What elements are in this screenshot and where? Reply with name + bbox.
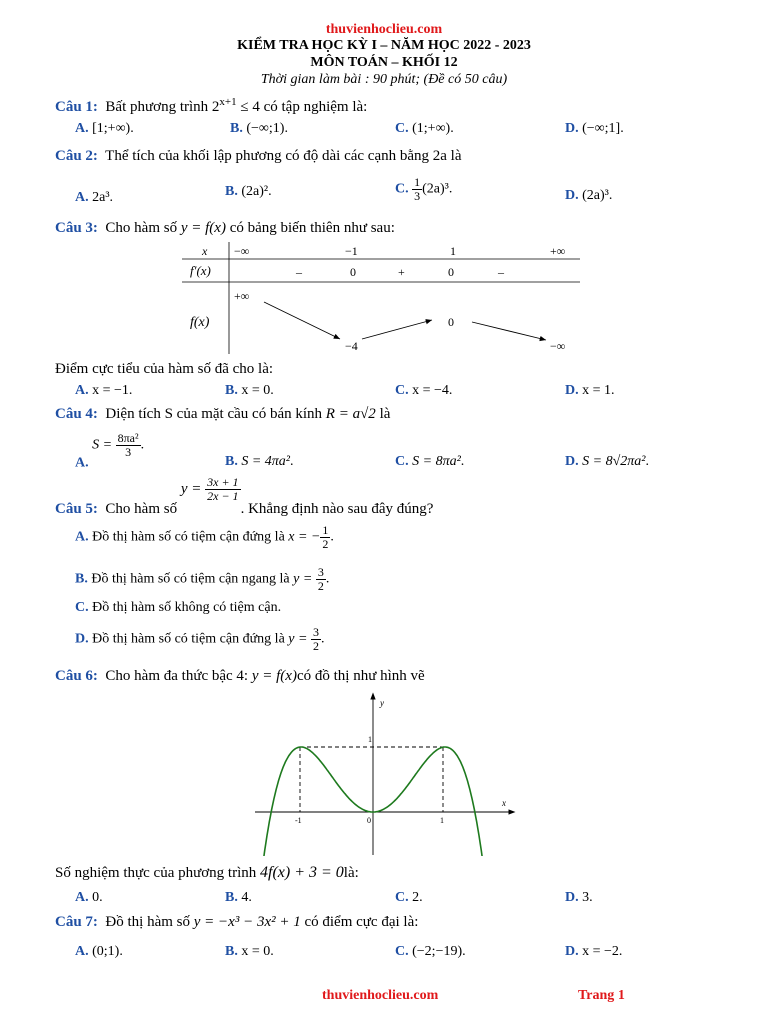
question-text-post: có tập nghiệm là: <box>263 99 368 115</box>
tick-y1: 1 <box>368 735 372 744</box>
question-expr: y = −x³ − 3x² + 1 <box>193 914 301 930</box>
table-x-value: −1 <box>345 244 358 258</box>
exam-subject: MÔN TOÁN – KHỐI 12 <box>310 55 458 70</box>
question-3 <box>55 220 395 237</box>
question-7 <box>55 914 418 931</box>
q6-option-a[interactable]: A. 0. <box>75 890 103 905</box>
question-expr: R = a√2 <box>325 406 376 422</box>
table-f-value: 0 <box>448 315 454 329</box>
question-label: Câu 6: <box>55 668 98 684</box>
question-text-post: có đồ thị như hình vẽ <box>296 668 425 684</box>
question-label: Câu 5: <box>55 500 98 517</box>
question-expr: y = f(x) <box>251 668 297 684</box>
question-text-post: là <box>379 406 391 422</box>
q3-option-b[interactable]: B. x = 0. <box>225 383 274 398</box>
question-label: Câu 1: <box>55 99 98 115</box>
tick-neg1: -1 <box>295 816 302 825</box>
q2-option-d[interactable]: D. (2a)³. <box>565 188 613 203</box>
question-text-post: có điểm cực đại là: <box>304 914 419 930</box>
question-label: Câu 2: <box>55 148 98 164</box>
question-2 <box>55 148 462 165</box>
question-text: Thể tích của khối lập phương có độ dài các cạnh bằng 2a là <box>105 148 462 164</box>
table-sign: – <box>296 265 302 279</box>
q4-option-b[interactable]: B. S = 4πa². <box>225 454 294 469</box>
q4-option-c[interactable]: C. S = 8πa². <box>395 454 465 469</box>
table-f-value: +∞ <box>234 289 250 303</box>
q1-option-a[interactable]: A. [1;+∞). <box>75 121 134 136</box>
table-x-value: −∞ <box>234 244 250 258</box>
q5-option-c[interactable]: C. Đồ thị hàm số không có tiệm cận. <box>75 600 282 615</box>
q1-option-c[interactable]: C. (1;+∞). <box>395 121 454 136</box>
question-expr: $2^{x+1} \le 4$ <box>211 96 260 115</box>
question-expr: y = $\frac{3x + 1}{2x - 1}$ <box>180 475 239 503</box>
q7-option-d[interactable]: D. x = −2. <box>565 944 623 959</box>
question-1 <box>55 96 367 116</box>
q5-option-a[interactable]: A. Đồ thị hàm số có tiệm cận đứng là x = − $\frac{1}{2}$ . <box>75 523 334 551</box>
question-text: Diện tích S của mặt cầu có bán kính <box>105 406 323 422</box>
site-header-link[interactable]: thuvienhoclieu.com <box>325 22 443 37</box>
footer-site-link[interactable]: thuvienhoclieu.com <box>322 988 439 1003</box>
q3-followup: Điểm cực tiểu của hàm số đã cho là: <box>55 361 274 377</box>
exam-title: KIỂM TRA HỌC KỲ I – NĂM HỌC 2022 - 2023 <box>237 38 531 53</box>
q3-option-c[interactable]: C. x = −4. <box>395 383 453 398</box>
table-f-value: −∞ <box>550 339 566 353</box>
table-x-value: +∞ <box>550 244 566 258</box>
page-number: Trang 1 <box>578 988 625 1003</box>
question-label: Câu 3: <box>55 220 98 236</box>
q4-option-d[interactable]: D. S = 8√2πa². <box>565 454 649 469</box>
q6-option-c[interactable]: C. 2. <box>395 890 423 905</box>
tick-one: 1 <box>440 816 444 825</box>
decrease-arrow <box>472 322 546 340</box>
q5-option-b[interactable]: B. Đồ thị hàm số có tiệm cận ngang là y = $\frac{3}{2}$ . <box>75 565 330 593</box>
question-text: Bất phương trình <box>105 99 209 115</box>
table-derivative-label: f′(x) <box>190 263 211 278</box>
question-5 <box>55 476 433 518</box>
question-text: Cho hàm số <box>105 220 178 236</box>
increase-arrow <box>362 320 432 339</box>
table-function-label: f(x) <box>190 315 210 330</box>
q7-option-a[interactable]: A. (0;1). <box>75 944 123 959</box>
table-f-value: −4 <box>345 339 358 353</box>
table-x-label: x <box>202 244 208 258</box>
table-sign: – <box>498 265 504 279</box>
table-x-value: 1 <box>450 244 456 258</box>
question-text: Cho hàm số <box>105 500 178 517</box>
table-sign: 0 <box>448 265 454 279</box>
q6-option-b[interactable]: B. 4. <box>225 890 252 905</box>
quartic-graph <box>250 690 520 856</box>
q3-option-a[interactable]: A. x = −1. <box>75 383 133 398</box>
q2-option-c[interactable]: C. $\frac{1}{3}$ (2a)³. <box>395 175 453 203</box>
x-axis-label: x <box>502 798 506 808</box>
variation-table <box>182 242 580 354</box>
tick-zero: 0 <box>367 816 371 825</box>
q1-option-b[interactable]: B. (−∞;1). <box>230 121 288 136</box>
question-label: Câu 7: <box>55 914 98 930</box>
q2-option-a[interactable]: A. 2a³. <box>75 190 114 205</box>
q2-option-b[interactable]: B. (2a)². <box>225 184 272 199</box>
q5-option-d[interactable]: D. Đồ thị hàm số có tiệm cận đứng là y = $\frac{3}{2}$ . <box>75 625 325 653</box>
question-4 <box>55 406 390 423</box>
decrease-arrow <box>264 302 340 339</box>
question-text: Cho hàm đa thức bậc 4: <box>105 668 249 684</box>
table-sign: 0 <box>350 265 356 279</box>
q3-option-d[interactable]: D. x = 1. <box>565 383 615 398</box>
question-text: Đồ thị hàm số <box>105 914 191 930</box>
q6-option-d[interactable]: D. 3. <box>565 890 593 905</box>
q4-option-a[interactable]: A. S = $\frac{\text{8πa²}}{3}$ . <box>75 431 145 471</box>
question-6 <box>55 668 425 685</box>
q1-option-d[interactable]: D. (−∞;1]. <box>565 121 624 136</box>
question-text-post: có bảng biến thiên như sau: <box>229 220 395 236</box>
exam-time: Thời gian làm bài : 90 phút; (Đề có 50 câu) <box>260 72 508 87</box>
q7-option-c[interactable]: C. (−2;−19). <box>395 944 466 959</box>
question-label: Câu 4: <box>55 406 98 422</box>
q6-followup: Số nghiệm thực của phương trình 4f(x) + 3 = 0là: <box>55 864 359 881</box>
y-axis-label: y <box>380 698 384 708</box>
question-expr: y = f(x) <box>180 220 226 236</box>
table-sign: + <box>398 265 405 279</box>
q7-option-b[interactable]: B. x = 0. <box>225 944 274 959</box>
question-text-post: . Khẳng định nào sau đây đúng? <box>240 500 434 517</box>
